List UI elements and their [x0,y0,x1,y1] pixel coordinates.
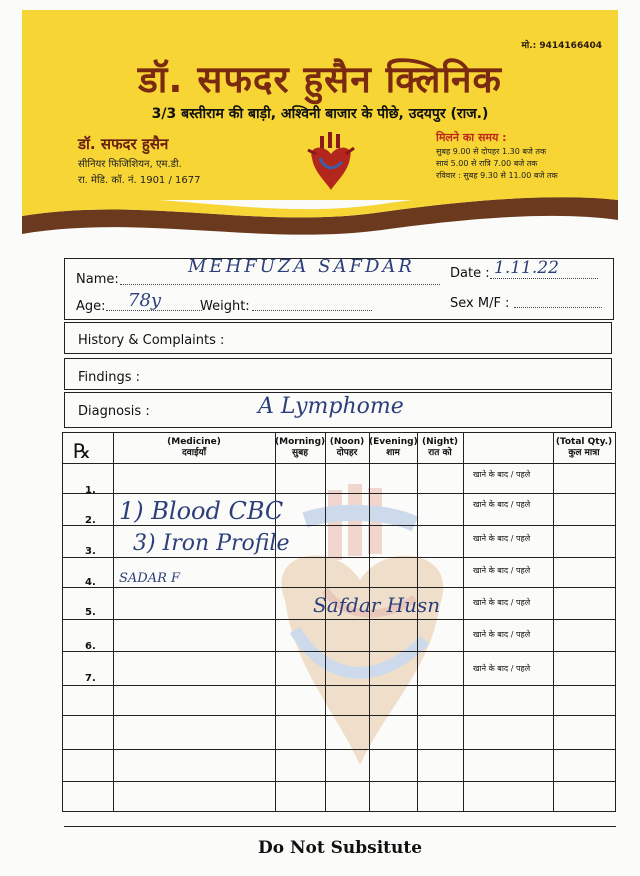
rx-symbol: ℞ [73,439,91,463]
col-evening: (Evening) शाम [369,437,418,458]
clinic-address: 3/3 बस्तीराम की बाड़ी, अश्विनी बाजार के पीछे, उदयपुर (राज.) [151,106,489,122]
row-number: 7. [85,673,96,684]
footer-divider [64,826,616,827]
medicine-entry: 1) Blood CBC [119,497,284,525]
row-number: 1. [85,485,96,496]
doctor-title: सीनियर फिजिशियन, एम.डी. [78,159,182,170]
after-food-label: खाने के बाद / पहले [473,534,531,543]
medicine-entry: SADAR F [119,571,181,586]
visiting-hours-line: सुबह 9.00 से दोपहर 1.30 बजे तक [436,147,547,156]
col-night: (Night) रात को [422,437,458,458]
col-morning: (Morning) सुबह [275,437,326,458]
age-label: Age: [76,299,106,314]
diagnosis-label: Diagnosis : [78,404,150,419]
row-number: 4. [85,577,96,588]
doctor-name: डॉ. सफदर हुसैन [78,135,169,153]
phone-number: मो.: 9414166404 [521,41,602,51]
after-food-label: खाने के बाद / पहले [473,598,531,607]
weight-label: Weight: [200,299,250,314]
doctor-signature: Safdar Husn [313,593,441,617]
row-number: 6. [85,641,96,652]
patient-name-value: MEHFUZA SAFDAR [188,256,415,277]
date-label: Date : [450,266,490,281]
after-food-label: खाने के बाद / पहले [473,566,531,575]
col-medicine: (Medicine) दवाईयाँ [167,437,221,458]
row-number: 2. [85,515,96,526]
after-food-label: खाने के बाद / पहले [473,500,531,509]
date-value: 1.11.22 [494,258,559,278]
findings-label: Findings : [78,370,141,385]
row-number: 5. [85,607,96,618]
col-total-qty: (Total Qty.) कुल मात्रा [555,437,613,458]
after-food-label: खाने के बाद / पहले [473,630,531,639]
weight-field-line [252,300,372,311]
visiting-hours-line: सायं 5.00 से रात्रि 7.00 बजे तक [436,159,538,168]
prescription-table [62,432,616,812]
heart-logo-icon [302,128,360,194]
do-not-substitute-note: Do Not Subsitute [257,838,423,858]
visiting-hours-line: रविवार : सुबह 9.30 से 11.00 बजे तक [436,171,558,180]
header-wave-decoration [22,190,618,240]
findings-box [64,358,612,390]
history-label: History & Complaints : [78,333,225,348]
sex-field-line [514,297,602,308]
after-food-label: खाने के बाद / पहले [473,664,531,673]
sex-label: Sex M/F : [450,296,510,311]
row-number: 3. [85,546,96,557]
name-label: Name: [76,272,119,287]
doctor-registration: रा. मेडि. कॉ. नं. 1901 / 1677 [78,175,201,186]
diagnosis-value: A Lymphome [258,394,404,419]
clinic-name: डॉ. सफदर हुसैन क्लिनिक [138,58,502,101]
visiting-hours-title: मिलने का समय : [436,131,507,144]
after-food-label: खाने के बाद / पहले [473,470,531,479]
col-noon: (Noon) दोपहर [329,437,365,458]
medicine-entry: 3) Iron Profile [133,531,290,556]
age-value: 78y [128,290,162,311]
